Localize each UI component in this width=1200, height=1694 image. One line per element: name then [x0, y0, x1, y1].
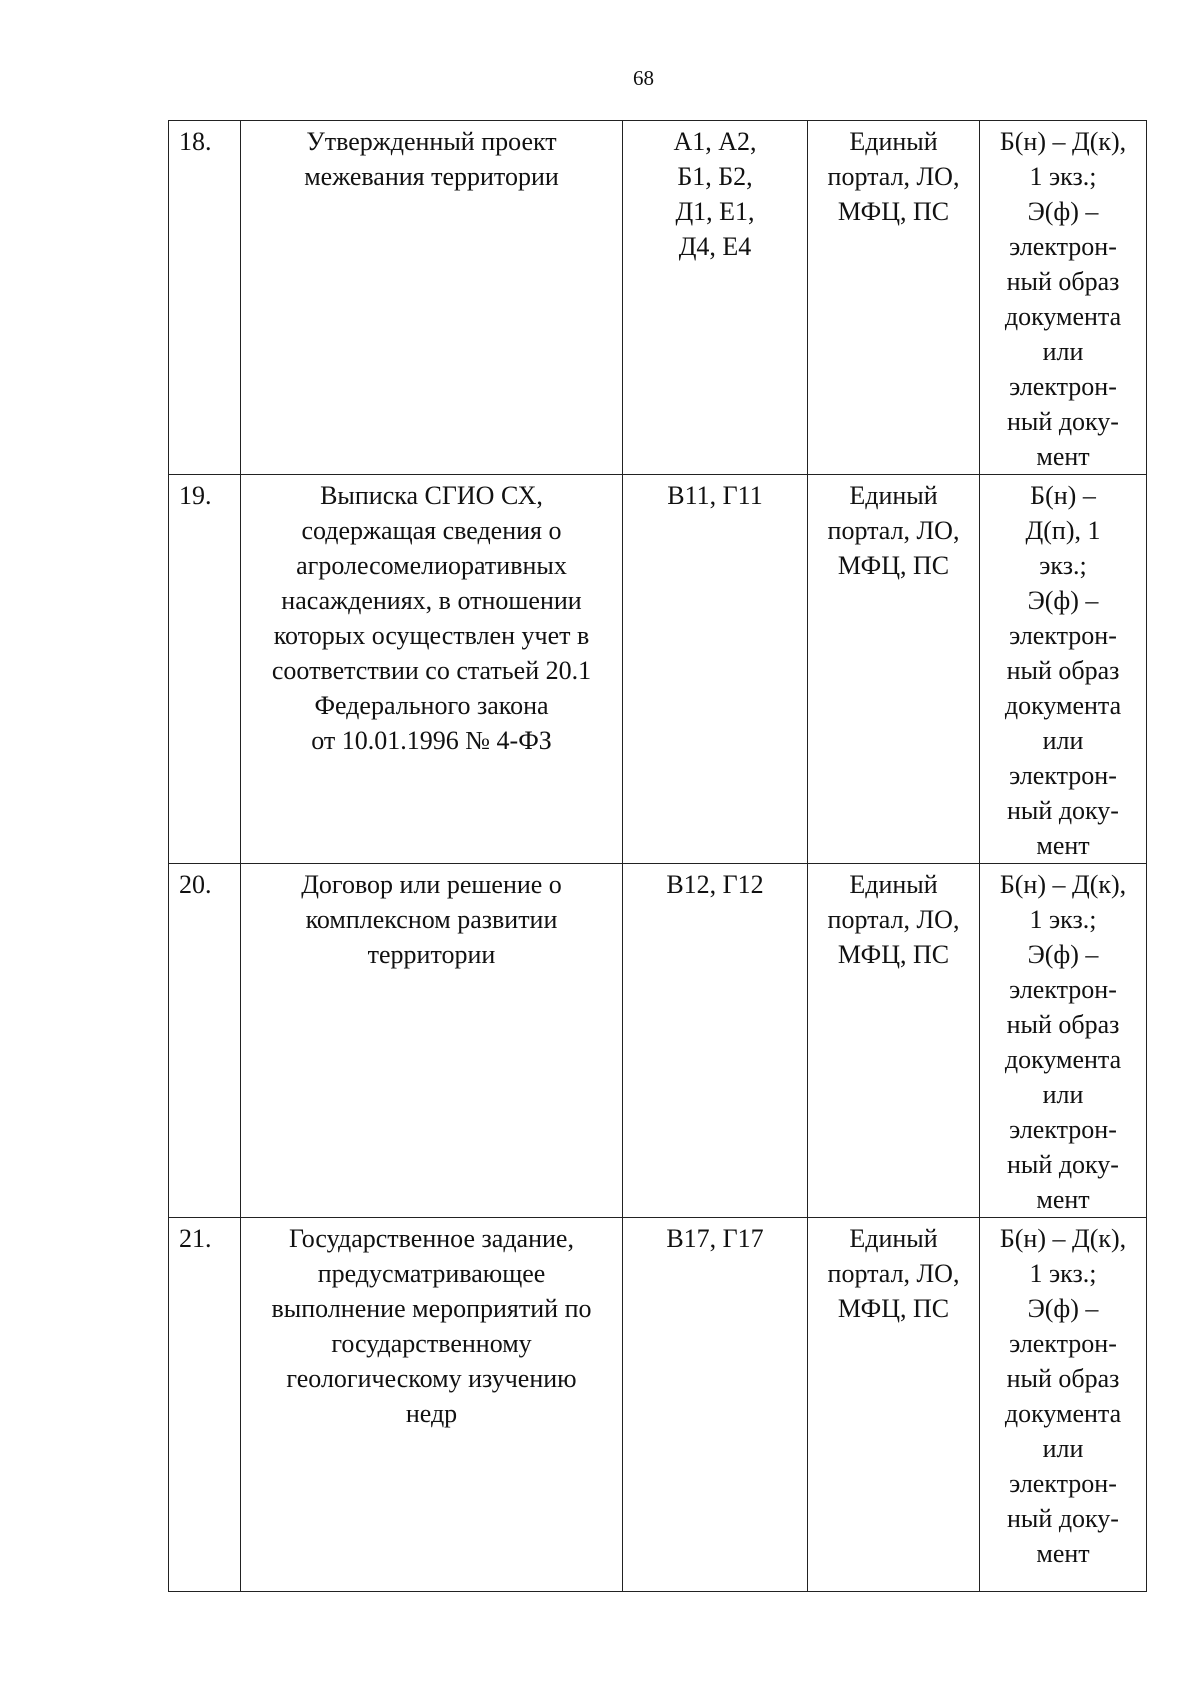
- submission-channels: Единый портал, ЛО, МФЦ, ПС: [808, 475, 980, 864]
- table-row: [169, 1218, 1147, 1592]
- document-codes: В11, Г11: [623, 475, 808, 864]
- document-codes: А1, А2, Б1, Б2, Д1, Е1, Д4, Е4: [623, 121, 808, 475]
- table-row: [169, 864, 1147, 1218]
- document-form: Б(н) – Д(п), 1 экз.; Э(ф) – электрон- ный образ документа или электрон- ный доку- мент: [980, 475, 1147, 864]
- document-name: Договор или решение о комплексном развитии территории: [241, 864, 623, 1218]
- document-codes: В17, Г17: [623, 1218, 808, 1592]
- submission-channels: Единый портал, ЛО, МФЦ, ПС: [808, 121, 980, 475]
- document-name: Государственное задание, предусматривающее выполнение мероприятий по государственному геологическому изучению недр: [241, 1218, 623, 1592]
- row-number: 18.: [169, 121, 241, 475]
- row-number: 19.: [169, 475, 241, 864]
- table-row: [169, 121, 1147, 475]
- document-form: Б(н) – Д(к), 1 экз.; Э(ф) – электрон- ный образ документа или электрон- ный доку- мент: [980, 1218, 1147, 1592]
- row-number: 21.: [169, 1218, 241, 1592]
- document-name: Выписка СГИО СХ, содержащая сведения о агролесомелиоративных насаждениях, в отношении которых осуществлен учет в соответствии со статьей 20.1 Федерального закона от 10.01.1996 № 4-ФЗ: [241, 475, 623, 864]
- document-name: Утвержденный проект межевания территории: [241, 121, 623, 475]
- submission-channels: Единый портал, ЛО, МФЦ, ПС: [808, 1218, 980, 1592]
- row-number: 20.: [169, 864, 241, 1218]
- documents-table: [168, 120, 1147, 1592]
- table-row: [169, 475, 1147, 864]
- document-form: Б(н) – Д(к), 1 экз.; Э(ф) – электрон- ный образ документа или электрон- ный доку- мент: [980, 121, 1147, 475]
- submission-channels: Единый портал, ЛО, МФЦ, ПС: [808, 864, 980, 1218]
- document-form: Б(н) – Д(к), 1 экз.; Э(ф) – электрон- ный образ документа или электрон- ный доку- мент: [980, 864, 1147, 1218]
- document-codes: В12, Г12: [623, 864, 808, 1218]
- page-number: 68: [633, 66, 654, 90]
